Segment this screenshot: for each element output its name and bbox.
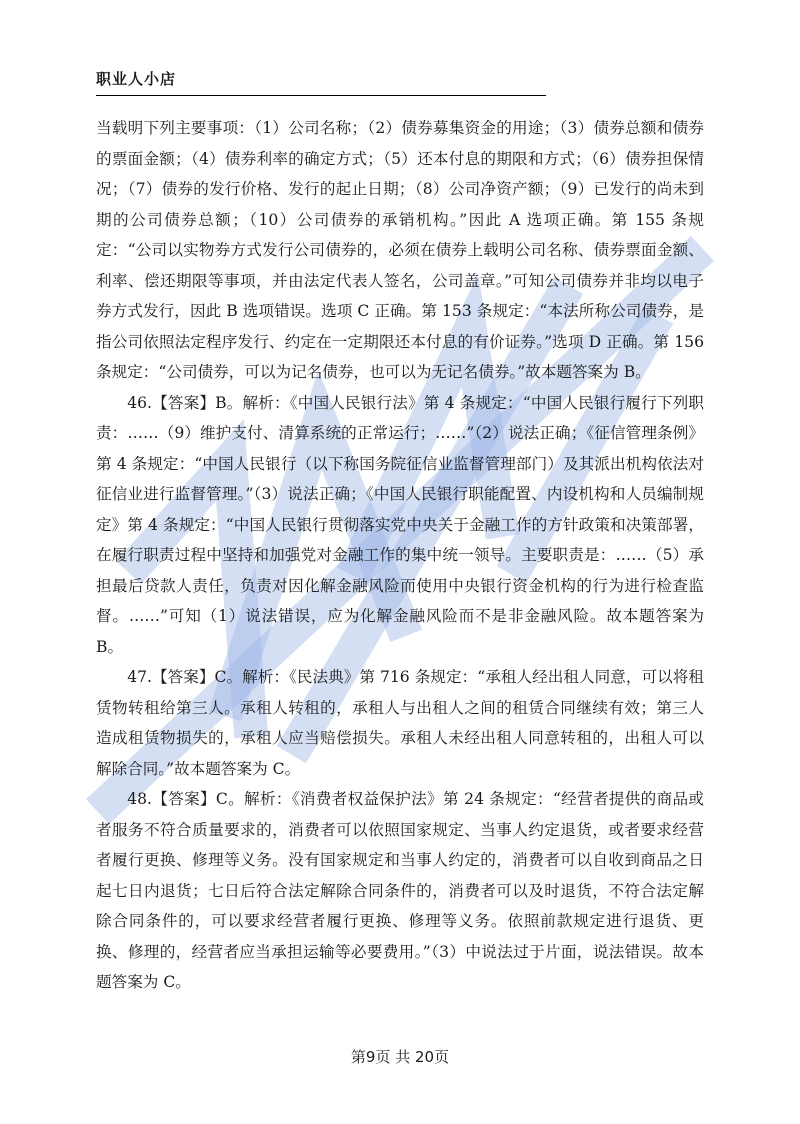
paragraph-answer-46: 46.【答案】B。解析：《中国人民银行法》第 4 条规定：“中国人民银行履行下列职责：……（9）维护支付、清算系统的正常运行；……”（2）说法正确；《征信管理条例》第 4 条规定：“中国人民银行（以下称国务院征信业监督管理部门）及其派出机构依法对征信业进行监督管理。”（3）说法正确；《中国人民银行职能配置、内设机构和人员编制规定》第 4 条规定：“中国人民银行贯彻落实党中央关于金融工作的方针政策和决策部署，在履行职责过程中坚持和加强党对金融工作的集中统一领导。主要职责是：……（5）承担最后贷款人责任，负责对因化解金融风险而使用中央银行资金机构的行为进行检查监督。……”可知（1）说法错误，应为化解金融风险而不是非金融风险。故本题答案为 B。 <box>96 393 704 656</box>
document-body <box>96 113 704 998</box>
header-title: 职业人小店 <box>96 70 177 88</box>
paragraph-continuation: 当载明下列主要事项：（1）公司名称；（2）债券募集资金的用途；（3）债券总额和债券的票面金额；（4）债券利率的确定方式；（5）还本付息的期限和方式；（6）债券担保情况；（7）债券的发行价格、发行的起止日期；（8）公司净资产额；（9）已发行的尚未到期的公司债券总额；（10）公司债券的承销机构。”因此 A 选项正确。第 155 条规定：“公司以实物券方式发行公司债券的，必须在债券上载明公司名称、债券票面金额、利率、偿还期限等事项，并由法定代表人签名，公司盖章。”可知公司债券并非均以电子券方式发行，因此 B 选项错误。选项 C 正确。第 153 条规定：“本法所称公司债券，是指公司依照法定程序发行、约定在一定期限还本付息的有价证券。”选项 D 正确。第 156 条规定：“公司债券，可以为记名债券，也可以为无记名债券。”故本题答案为 B。 <box>96 119 704 381</box>
page-header <box>96 68 546 96</box>
paragraph-answer-48: 48.【答案】C。解析：《消费者权益保护法》第 24 条规定：“经营者提供的商品或者服务不符合质量要求的，消费者可以依照国家规定、当事人约定退货，或者要求经营者履行更换、修理等义务。没有国家规定和当事人约定的，消费者可以自收到商品之日起七日内退货；七日后符合法定解除合同条件的，消费者可以及时退货，不符合法定解除合同条件的，可以要求经营者履行更换、修理等义务。依照前款规定进行退货、更换、修理的，经营者应当承担运输等必要费用。”（3）中说法过于片面，说法错误。故本题答案为 C。 <box>96 790 704 991</box>
page-number: 第9页 共 20页 <box>350 1048 450 1066</box>
paragraph-answer-47: 47.【答案】C。解析：《民法典》第 716 条规定：“承租人经出租人同意，可以将租赁物转租给第三人。承租人转租的，承租人与出租人之间的租赁合同继续有效；第三人造成租赁物损失的，承租人应当赔偿损失。承租人未经出租人同意转租的，出租人可以解除合同。”故本题答案为 C。 <box>96 668 704 778</box>
page-footer <box>0 1046 800 1067</box>
